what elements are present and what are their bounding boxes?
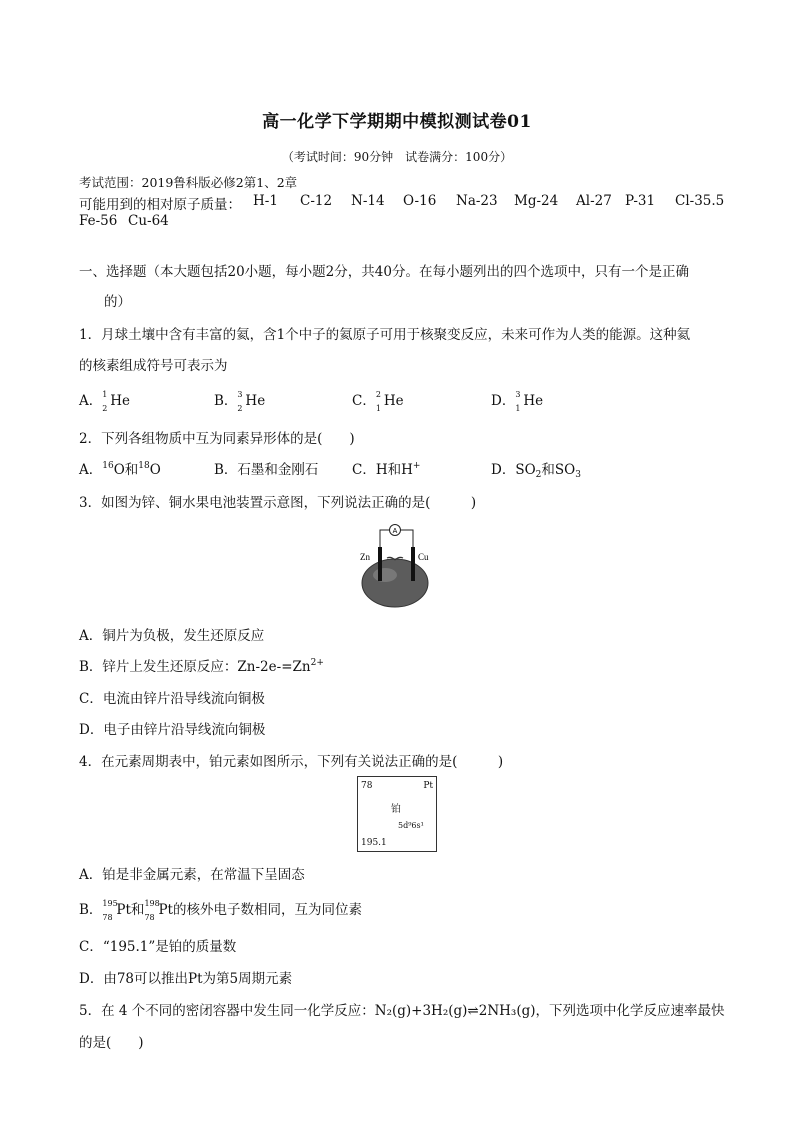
- element-symbol: He: [110, 393, 131, 409]
- exam-scope: 考试范围：2019鲁科版必修2第1、2章: [79, 175, 298, 190]
- fruit-battery-figure: [355, 520, 440, 610]
- q4-option-d[interactable]: D．由78可以推出Pt为第5周期元素: [79, 971, 293, 987]
- q3-stem: 3．如图为锌、铜水果电池装置示意图，下列说法正确的是( ): [79, 495, 477, 511]
- atomic-mass-item: N-14: [351, 193, 385, 209]
- option-label: A．: [79, 393, 103, 409]
- atomic-mass-item: Cu-64: [128, 213, 169, 229]
- q4-option-c[interactable]: C．“195.1”是铂的质量数: [79, 939, 237, 955]
- option-label: D．: [491, 393, 516, 409]
- atomic-mass-item: O-16: [403, 193, 437, 209]
- q5-stem: 5．在 4 个不同的密闭容器中发生同一化学反应：N₂(g)+3H₂(g)⇌2NH₃(g)，下列选项中化学反应速率最快: [79, 1003, 725, 1019]
- element-symbol: He: [383, 393, 404, 409]
- atomic-mass-label: 可能用到的相对原子质量：: [79, 197, 241, 213]
- atomic-mass: 195.1: [361, 838, 387, 848]
- atomic-mass-item: Cl-35.5: [675, 193, 725, 209]
- fruit-highlight: [373, 568, 397, 582]
- copper-electrode: [411, 547, 415, 581]
- option-label: B．: [214, 393, 238, 409]
- q2-option-c[interactable]: C．H和H+: [352, 461, 421, 478]
- q2-option-d[interactable]: D．$SO_2$和$SO_3$: [491, 462, 581, 480]
- q4-option-a[interactable]: A．铂是非金属元素，在常温下呈固态: [79, 867, 305, 883]
- section-heading: 一、选择题（本大题包括20小题，每小题2分，共40分。在每小题列出的四个选项中，只有一个是正确: [79, 264, 689, 280]
- atomic-mass-item: P-31: [625, 193, 656, 209]
- option-label: C．: [352, 393, 376, 409]
- q1-option-d[interactable]: [491, 389, 544, 413]
- atomic-mass-item: Na-23: [456, 193, 498, 209]
- ammeter-label: A: [392, 528, 398, 535]
- atomic-mass-item: Mg-24: [514, 193, 559, 209]
- zn-label: Zn: [360, 552, 370, 562]
- q1-option-b[interactable]: [214, 389, 266, 413]
- q3-option-a[interactable]: A．铜片为负极，发生还原反应: [79, 628, 265, 644]
- zinc-electrode: [378, 547, 382, 581]
- section-heading-cont: 的）: [104, 294, 131, 310]
- atomic-mass-item: H-1: [253, 193, 278, 209]
- q1-option-a[interactable]: [79, 389, 131, 413]
- q1-stem: 1．月球土壤中含有丰富的氦，含1个中子的氦原子可用于核聚变反应，未来可作为人类的能源。这种氦: [79, 327, 691, 343]
- q5-stem-cont: 的是( ): [79, 1035, 144, 1051]
- atomic-mass-item: C-12: [300, 193, 333, 209]
- q3-option-c[interactable]: C．电流由锌片沿导线流向铜极: [79, 691, 265, 707]
- nuclide-notation: 1 2: [102, 390, 108, 413]
- fruit-shape: [362, 559, 428, 607]
- q4-stem: 4．在元素周期表中，铂元素如图所示，下列有关说法正确的是( ): [79, 754, 504, 770]
- element-symbol: He: [523, 393, 544, 409]
- q3-option-d[interactable]: D．电子由锌片沿导线流向铜极: [79, 722, 266, 738]
- q1-stem-cont: 的核素组成符号可表示为: [79, 358, 228, 374]
- element-name: 铂: [391, 804, 401, 815]
- q4-option-b[interactable]: B． 195 78 Pt和 198 78 Pt的核外电子数相同，互为同位素: [79, 899, 362, 922]
- electron-config: 5d⁹6s¹: [398, 821, 424, 830]
- q3-option-b[interactable]: B．锌片上发生还原反应：$Zn-2e-=Zn^{2+}$: [79, 658, 324, 675]
- atomic-mass-item: Fe-56: [79, 213, 118, 229]
- nuclide-notation: 2 1: [375, 390, 381, 413]
- element-symbol: He: [245, 393, 266, 409]
- q2-option-b[interactable]: B．石墨和金刚石: [214, 462, 319, 478]
- nuclide-notation: 3 2: [237, 390, 243, 413]
- q2-stem: 2．下列各组物质中互为同素异形体的是( ): [79, 431, 355, 447]
- q2-option-a[interactable]: A．$^{16}$O和$^{18}$O: [79, 461, 161, 478]
- q1-option-c[interactable]: [352, 389, 404, 413]
- cu-label: Cu: [418, 552, 429, 562]
- nuclide-notation: 3 1: [515, 390, 521, 413]
- atomic-mass-item: Al-27: [576, 193, 612, 209]
- exam-info: （考试时间：90分钟 试卷满分：100分）: [281, 150, 513, 164]
- page-title: 高一化学下学期期中模拟测试卷01: [262, 112, 532, 132]
- element-symbol: Pt: [423, 781, 433, 791]
- element-card-platinum: [357, 776, 437, 852]
- atomic-number: 78: [361, 781, 373, 791]
